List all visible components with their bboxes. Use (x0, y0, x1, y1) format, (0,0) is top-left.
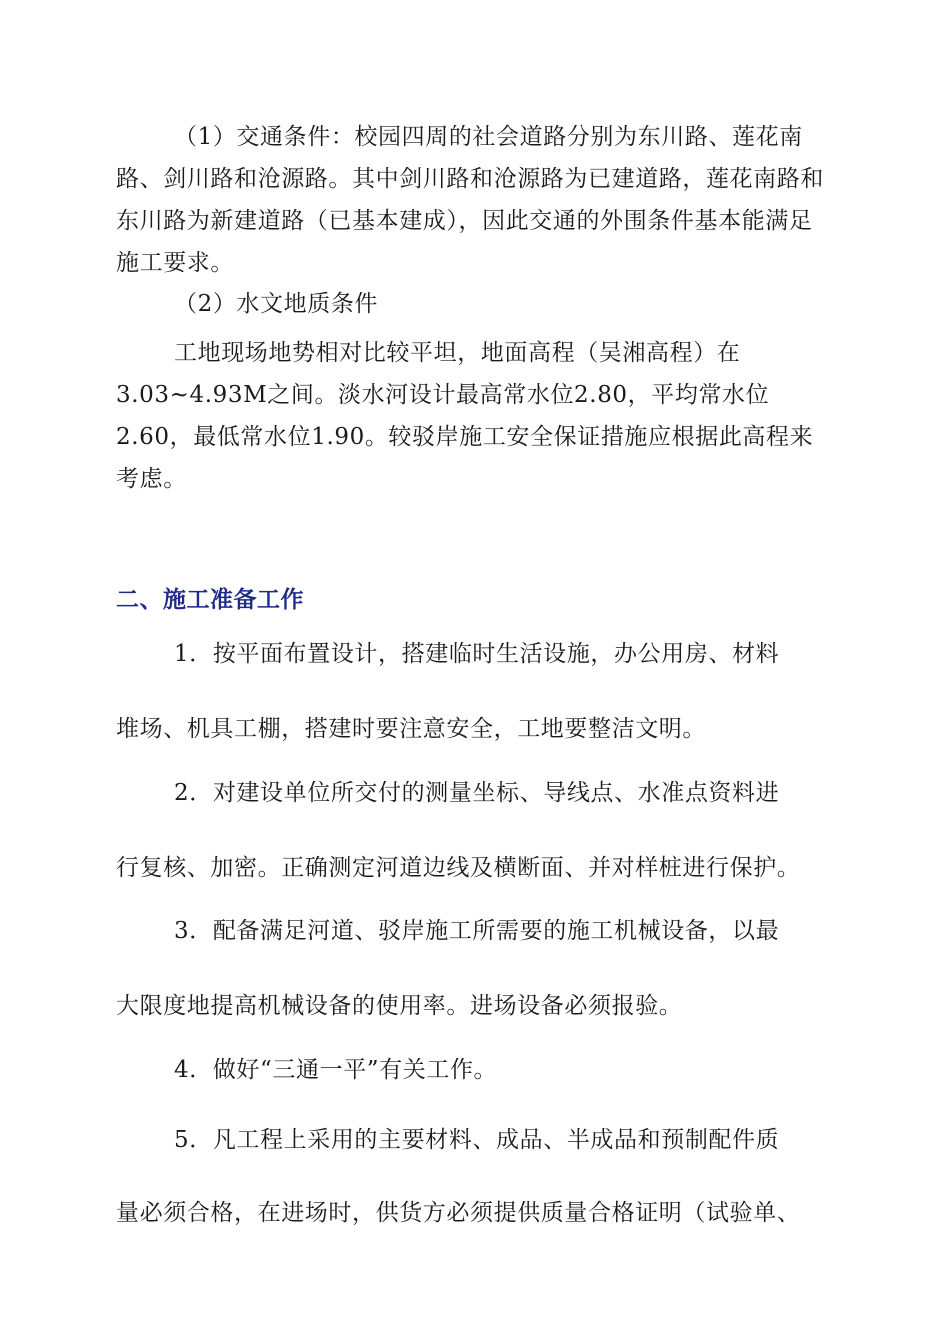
list-item-1-first-line: 1．按平面布置设计，搭建临时生活设施，办公用房、材料 (174, 641, 780, 667)
hydrogeology-paragraph: 工地现场地势相对比较平坦，地面高程（吴湘高程）在3.03~4.93M之间。淡水河设计最高常水位2.80，平均常水位2.60，最低常水位1.90。较驳岸施工安全保证措施应根据此高程来考虑。 (116, 340, 814, 492)
traffic-conditions-paragraph: （1）交通条件：校园四周的社会道路分别为东川路、莲花南路、剑川路和沧源路。其中剑川路和沧源路为已建道路，莲花南路和东川路为新建道路（已基本建成），因此交通的外围条件基本能满足施工要求。 (116, 124, 824, 276)
list-item-5-second-line: 量必须合格，在进场时，供货方必须提供质量合格证明（试验单、 (116, 1200, 801, 1226)
list-item-2-first-line: 2．对建设单位所交付的测量坐标、导线点、水准点资料进 (174, 780, 780, 806)
list-item-5-first-line: 5．凡工程上采用的主要材料、成品、半成品和预制配件质 (174, 1127, 780, 1153)
hydrogeology-title: （2）水文地质条件 (174, 291, 379, 317)
list-item-4-first-line: 4．做好“三通一平”有关工作。 (174, 1057, 498, 1083)
list-item-2-second-line: 行复核、加密。正确测定河道边线及横断面、并对样桩进行保护。 (116, 855, 801, 881)
list-item-1-second-line: 堆场、机具工棚，搭建时要注意安全，工地要整洁文明。 (116, 716, 706, 742)
list-item-3-second-line: 大限度地提高机械设备的使用率。进场设备必须报验。 (116, 993, 683, 1019)
section-heading-preparation: 二、施工准备工作 (116, 587, 304, 613)
list-item-3-first-line: 3．配备满足河道、驳岸施工所需要的施工机械设备，以最 (174, 918, 780, 944)
